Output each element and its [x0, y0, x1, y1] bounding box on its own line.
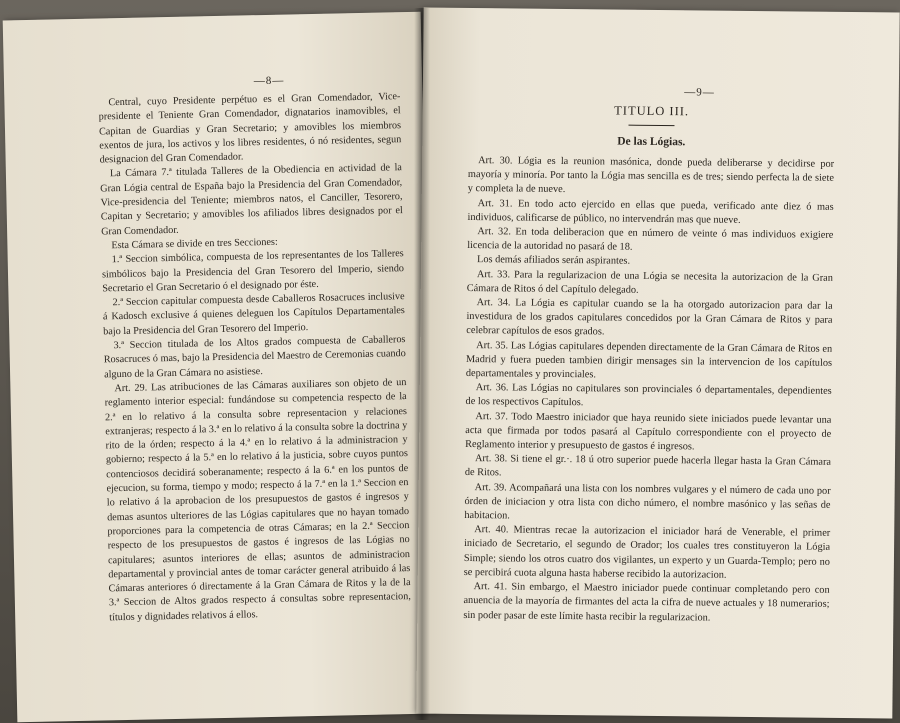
- article: Art. 35. Las Lógias capitulares dependen directamente de la Gran Cámara de Ritos en Madrid y fuera pueden tambien dirigir mensages sin la intervencion de los capítulos departamentales y provinciales.: [465, 339, 833, 381]
- article: Art. 41. Sin embargo, el Maestro iniciador puede continuar completando pero con anuencia de la mayoría de firmantes del acta la cifra de nueve actuales y 18 numerarios; sin poder pasar de este límite hasta recibir la regularizacion.: [463, 581, 830, 624]
- article: Art. 34. La Lógia es capitular cuando se la ha otorgado autorizacion para dar la investidura de los grados capitulares concedidos por la Gran Cámara de Ritos y para celebrar capítulos de esos grados.: [466, 297, 833, 338]
- page-number-left: —8—: [253, 74, 285, 88]
- article: Art. 36. Las Lógias no capitulares son provinciales ó departamentales, dependientes de los respectivos Capítulos.: [465, 382, 832, 409]
- article: Art. 38. Si tiene el gr.·. 18 ú otro superior puede hacerla llegar hasta la Gran Cámara de Ritos.: [464, 453, 832, 479]
- right-page-text: [463, 154, 834, 627]
- paragraph: 1.ª Seccion simbólica, compuesta de los representantes de los Talleres simbólicos bajo la Presidencia del Gran Tesorero del Imperio, siendo Secretario el Gran Secretario ó el designado por éste.: [101, 248, 405, 295]
- article: Los demás afiliados serán aspirantes.: [477, 254, 631, 268]
- article: Art. 32. En toda deliberacion que en número de veinte ó mas individuos exigiere licencia de la autoridad no pasará de 18.: [467, 226, 834, 253]
- article: Art. 31. En todo acto ejercido en ellas que pueda, verificado ante diez ó mas individuos, calificarse de público, no intervendrán mas que nueve.: [467, 197, 834, 226]
- article: Art. 37. Todo Maestro iniciador que haya reunido siete iniciados puede levantar una acta que firmada por todos pasará al Capítulo correspondiente con el proyecto de Reglamento interior y presupuesto de gastos é ingresos.: [465, 410, 832, 453]
- left-page-text: [98, 90, 411, 625]
- paragraph: Esta Cámara se divide en tres Secciones:: [111, 236, 278, 252]
- paragraph: La Cámara 7.ª titulada Talleres de la Obediencia en actividad de la Gran Lógia central de España bajo la Presidencia del Gran Comendador, Vice-presidencia del Teniente; miembros natos, el Canciller, Tesorero, Capitan y Secretario; y amovibles los afiliados libres designados por el Gran Comendador.: [100, 162, 403, 238]
- article: Art. 39. Acompañará una lista con los nombres vulgares y el número de cada uno por órden de iniciacion y otra lista con dicho número, el nombre masónico y las señas de habitacion.: [464, 481, 831, 522]
- section-title: De las Lógias.: [617, 135, 686, 149]
- book-gutter-shadow: [414, 8, 430, 720]
- paragraph: 2.ª Seccion capitular compuesta desde Caballeros Rosacruces inclusive á Kadosch exclusive á quienes deleguen los Capítulos Departamentales bajo la Presidencia del Gran Tesorero del Imperio.: [102, 291, 405, 338]
- chapter-title: TITULO III.: [614, 103, 690, 119]
- article: Art. 40. Mientras recae la autorizacion el iniciador hará de Venerable, el primer iniciado de Secretario, el segundo de Orador; los cuales tres constituyeron la Lógia Simple; siendo los otros cuatro dos vigilantes, un experto y un Guarda-Templo; pero no se percibirá cuota alguna hasta haberse recibido la autorizacion.: [463, 524, 831, 581]
- title-rule: [628, 125, 674, 126]
- left-page: [3, 12, 436, 723]
- paragraph: 3.ª Seccion titulada de los Altos grados compuesta de Caballeros Rosacruces ó mas, bajo la Presidencia del Maestro de Ceremonias cuando alguno de la Gran Cámara no asistiese.: [103, 334, 406, 381]
- page-number-right: —9—: [684, 86, 715, 99]
- article: Art. 33. Para la regularizacion de una Lógia se necesita la autorizacion de la Gran Cámara de Ritos ó del Capítulo delegado.: [466, 268, 833, 296]
- article: Art. 30. Lógia es la reunion masónica, donde pueda deliberarse y decidirse por mayoría y minoría. Por tanto la Lógia mas sencilla es de tres; siendo perfecta la de siete y completa la de nueve.: [467, 155, 835, 196]
- paragraph: Central, cuyo Presidente perpétuo es el Gran Comendador, Vice-presidente el Teniente Gran Comendador, dignatarios inamovibles, el Capitan de Guardias y Gran Secretario; y amovibles los miembros exentos de jura, los activos y los libres residentes, ó nó residentes, segun designacion del Gran Comendador.: [98, 91, 402, 166]
- paragraph: Art. 29. Las atribuciones de las Cámaras auxiliares son objeto de un reglamento interior especial: fundándose su competencia respecto de la 2.ª en lo relativo á la consulta sobre representacion y relaciones extranjeras; respecto á la 3.ª en lo relativo á la consulta sobre la doctrina y rito de la órden; respecto á la 4.ª en lo relativo á la administracion y gobierno; respecto á la 5.ª en lo relativo á la justicia, sobre cuyos puntos contenciosos decidirá soberanamente; respecto á la 6.ª en los puntos de ejecucion, su forma, tiempo y modo; respecto á la 7.ª en la 1.ª Seccion en lo relativo á la aprobacion de los presupuestos de gastos é ingresos y demas asuntos ulteriores de las Lógias capitulares que no hayan tomado proporciones para la competencia de otras Cámaras; en la 2.ª Seccion respecto de los presupuestos de gastos é ingresos de las Lógias no capitulares; asuntos interiores de ellas; asuntos de administracion departamental y provincial antes de tomar carácter general atribuido á las Cámaras anteriores ó directamente á la Gran Cámara de Ritos y la de la 3.ª Seccion de Altos grados respecto á consultas sobre representacion, títulos y dignidades relativos á ellos.: [104, 377, 411, 624]
- right-page: [416, 8, 899, 719]
